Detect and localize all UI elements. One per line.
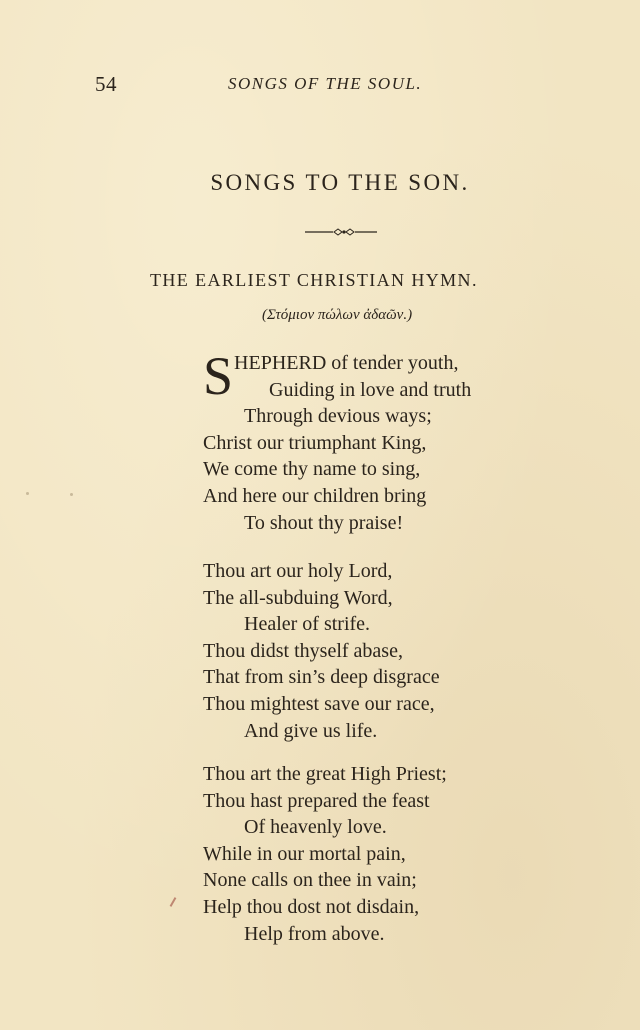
ink-mark bbox=[170, 897, 177, 907]
stanza-2 bbox=[203, 558, 440, 744]
poem-line: Thou didst thyself abase, bbox=[203, 639, 403, 662]
hymn-title: THE EARLIEST CHRISTIAN HYMN. bbox=[150, 270, 478, 290]
hymn-subtitle: (Στόμιον πώλων ἀδαῶν.) bbox=[262, 307, 413, 323]
poem-line: That from sin’s deep disgrace bbox=[203, 666, 440, 689]
poem-line: Thou art the great High Priest; bbox=[203, 763, 447, 785]
poem-line: And here our children bring bbox=[203, 484, 427, 507]
poem-line: The all-subduing Word, bbox=[203, 586, 393, 609]
poem-line: Thou hast prepared the feast bbox=[203, 789, 430, 812]
poem-line: Healer of strife. bbox=[244, 613, 371, 636]
poem-line: Thou mightest save our race, bbox=[203, 692, 435, 715]
poem-line: Through devious ways; bbox=[244, 405, 432, 428]
poem-line: Guiding in love and truth bbox=[269, 378, 472, 401]
page-number: 54 bbox=[95, 72, 117, 96]
ornament-divider bbox=[305, 226, 377, 238]
running-head: SONGS OF THE SOUL. bbox=[228, 74, 423, 93]
section-title: SONGS TO THE SON. bbox=[210, 170, 470, 195]
poem-line: Of heavenly love. bbox=[244, 816, 387, 839]
paper-speck bbox=[70, 493, 73, 496]
stanza-3 bbox=[203, 761, 447, 947]
poem-line: To shout thy praise! bbox=[244, 511, 404, 534]
paper-speck bbox=[26, 492, 29, 495]
poem-line: None calls on thee in vain; bbox=[203, 869, 417, 892]
poem-line: We come thy name to sing, bbox=[203, 458, 421, 481]
poem-line: Help from above. bbox=[244, 922, 385, 945]
poem-line: Thou art our holy Lord, bbox=[203, 560, 393, 582]
poem-line: While in our mortal pain, bbox=[203, 842, 406, 865]
poem-line: Help thou dost not disdain, bbox=[203, 895, 420, 918]
poem-line: And give us life. bbox=[244, 719, 378, 742]
poem-line: Christ our triumphant King, bbox=[203, 431, 427, 454]
stanza-1 bbox=[203, 346, 472, 536]
poem-line-text: HEPHERD of tender youth, bbox=[234, 352, 459, 374]
drop-cap: S bbox=[203, 346, 234, 406]
